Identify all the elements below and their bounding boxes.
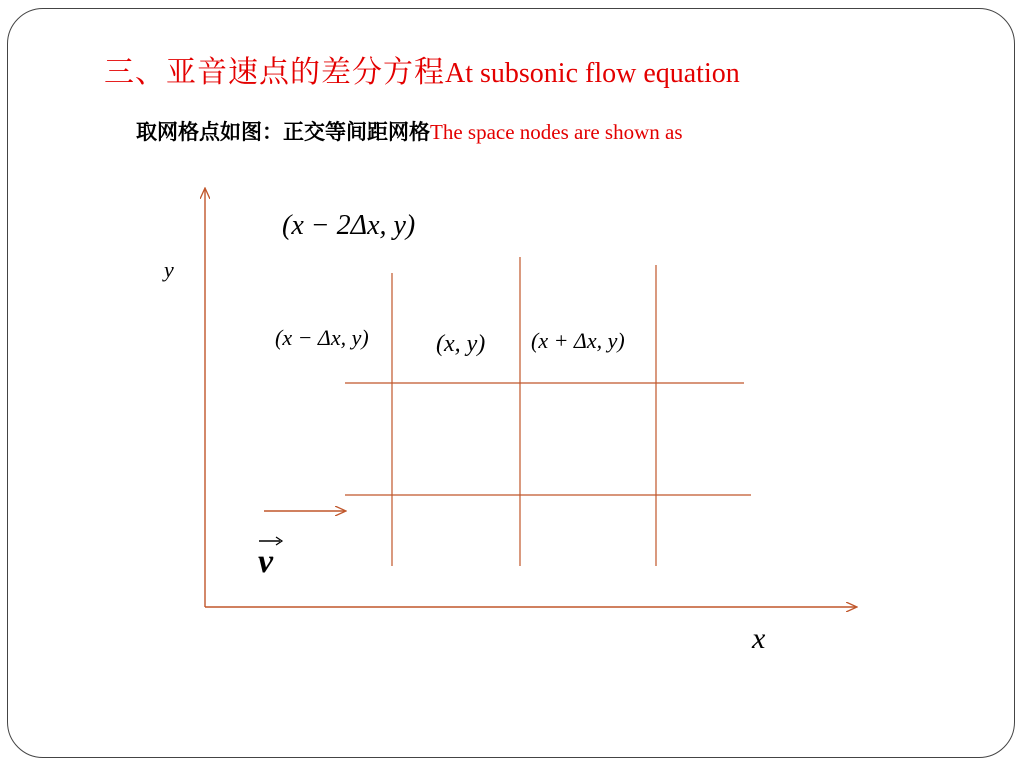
- subtitle-english: The space nodes are shown as: [430, 120, 683, 144]
- node-label-x-plus-dx: (x + Δx, y): [531, 328, 625, 353]
- x-axis-label: x: [752, 622, 766, 655]
- y-axis-label: y: [164, 257, 174, 282]
- node-label-x-minus-2dx: (x − 2Δx, y): [282, 210, 416, 241]
- velocity-label: v: [258, 543, 274, 580]
- node-label-x: (x, y): [436, 331, 486, 357]
- title-english: At subsonic flow equation: [445, 58, 740, 89]
- node-label-x-minus-dx: (x − Δx, y): [275, 325, 369, 350]
- subtitle-chinese: 取网格点如图：正交等间距网格: [136, 120, 430, 144]
- title-chinese: 三、亚音速点的差分方程: [104, 55, 445, 90]
